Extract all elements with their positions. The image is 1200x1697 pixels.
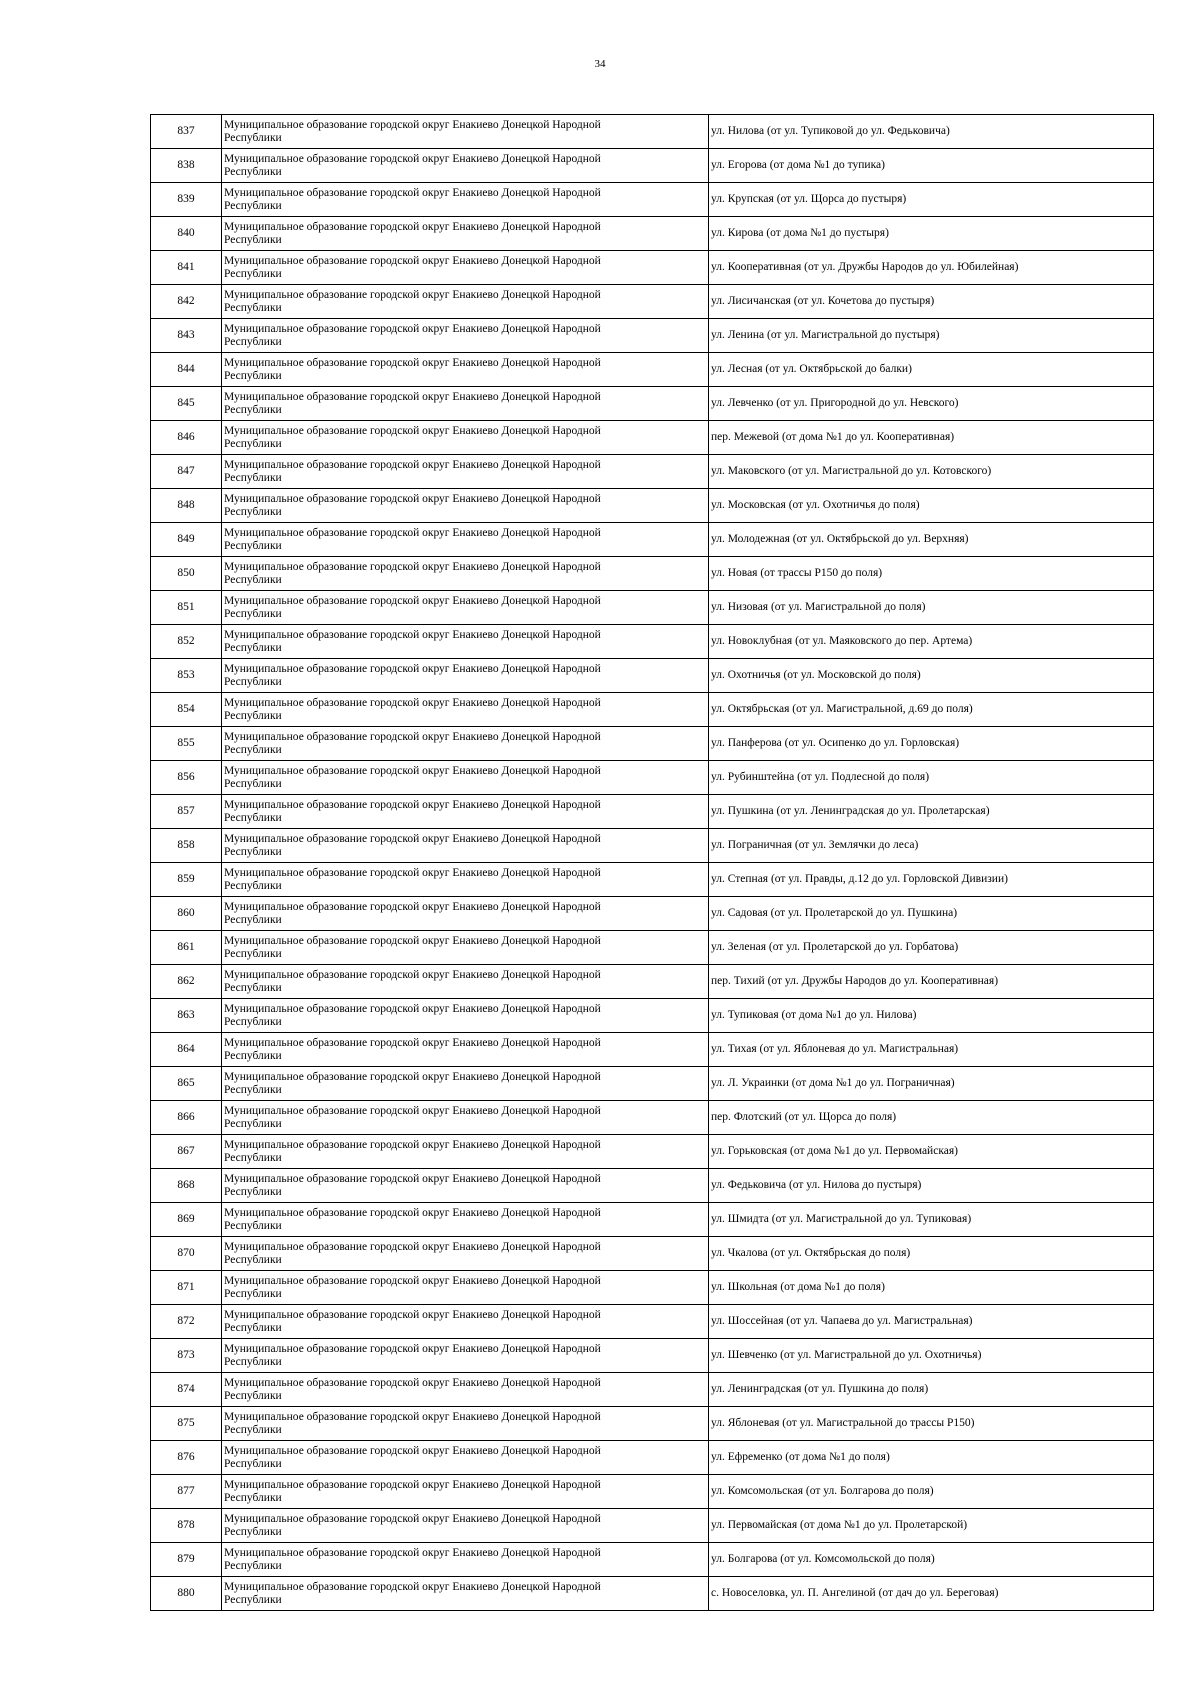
municipality-line1: Муниципальное образование городской округ Енакиево Донецкой Народной <box>224 1002 601 1015</box>
municipality-line2: Республики <box>224 301 282 314</box>
municipality-line2: Республики <box>224 1389 282 1402</box>
municipality-cell <box>222 659 709 693</box>
row-number: 856 <box>151 761 222 795</box>
road-cell: ул. Лисичанская (от ул. Кочетова до пустыря) <box>709 285 1154 319</box>
road-cell: ул. Лесная (от ул. Октябрьской до балки) <box>709 353 1154 387</box>
municipality-line1: Муниципальное образование городской округ Енакиево Донецкой Народной <box>224 254 601 267</box>
municipality-cell <box>222 455 709 489</box>
table-row <box>151 1407 1154 1441</box>
municipality-line2: Республики <box>224 403 282 416</box>
municipality-line2: Республики <box>224 335 282 348</box>
row-number: 854 <box>151 693 222 727</box>
municipality-line2: Республики <box>224 131 282 144</box>
municipality-line2: Республики <box>224 1593 282 1606</box>
municipality-cell <box>222 591 709 625</box>
municipality-line1: Муниципальное образование городской округ Енакиево Донецкой Народной <box>224 798 601 811</box>
municipality-line1: Муниципальное образование городской округ Енакиево Донецкой Народной <box>224 390 601 403</box>
municipality-line1: Муниципальное образование городской округ Енакиево Донецкой Народной <box>224 356 601 369</box>
table-row <box>151 455 1154 489</box>
municipality-line1: Муниципальное образование городской округ Енакиево Донецкой Народной <box>224 764 601 777</box>
municipality-cell <box>222 1033 709 1067</box>
row-number: 849 <box>151 523 222 557</box>
municipality-line1: Муниципальное образование городской округ Енакиево Донецкой Народной <box>224 662 601 675</box>
municipality-line1: Муниципальное образование городской округ Енакиево Донецкой Народной <box>224 832 601 845</box>
table-row <box>151 1101 1154 1135</box>
row-number: 857 <box>151 795 222 829</box>
table-row <box>151 1169 1154 1203</box>
municipality-line1: Муниципальное образование городской округ Енакиево Донецкой Народной <box>224 1036 601 1049</box>
row-number: 859 <box>151 863 222 897</box>
road-cell: ул. Кооперативная (от ул. Дружбы Народов до ул. Юбилейная) <box>709 251 1154 285</box>
municipality-line2: Республики <box>224 1423 282 1436</box>
municipality-cell <box>222 1441 709 1475</box>
roads-table <box>150 114 1154 1611</box>
municipality-line1: Муниципальное образование городской округ Енакиево Донецкой Народной <box>224 1342 601 1355</box>
road-cell: ул. Охотничья (от ул. Московской до поля) <box>709 659 1154 693</box>
table-row <box>151 999 1154 1033</box>
road-cell: ул. Левченко (от ул. Пригородной до ул. Невского) <box>709 387 1154 421</box>
road-cell: ул. Степная (от ул. Правды, д.12 до ул. Горловской Дивизии) <box>709 863 1154 897</box>
municipality-cell <box>222 183 709 217</box>
municipality-line1: Муниципальное образование городской округ Енакиево Донецкой Народной <box>224 1206 601 1219</box>
table-row <box>151 829 1154 863</box>
municipality-cell <box>222 1373 709 1407</box>
municipality-line1: Муниципальное образование городской округ Енакиево Донецкой Народной <box>224 1580 601 1593</box>
municipality-line1: Муниципальное образование городской округ Енакиево Донецкой Народной <box>224 492 601 505</box>
table-row <box>151 1509 1154 1543</box>
municipality-line1: Муниципальное образование городской округ Енакиево Донецкой Народной <box>224 866 601 879</box>
municipality-cell <box>222 1509 709 1543</box>
road-cell: ул. Кирова (от дома №1 до пустыря) <box>709 217 1154 251</box>
row-number: 861 <box>151 931 222 965</box>
row-number: 838 <box>151 149 222 183</box>
row-number: 872 <box>151 1305 222 1339</box>
road-cell: ул. Яблоневая (от ул. Магистральной до трассы Р150) <box>709 1407 1154 1441</box>
road-cell: ул. Тихая (от ул. Яблоневая до ул. Магистральная) <box>709 1033 1154 1067</box>
municipality-line1: Муниципальное образование городской округ Енакиево Донецкой Народной <box>224 1546 601 1559</box>
municipality-line2: Республики <box>224 437 282 450</box>
table-row <box>151 1271 1154 1305</box>
road-cell: ул. Л. Украинки (от дома №1 до ул. Пограничная) <box>709 1067 1154 1101</box>
table-row <box>151 625 1154 659</box>
municipality-line2: Республики <box>224 777 282 790</box>
table-row <box>151 1135 1154 1169</box>
table-row <box>151 693 1154 727</box>
row-number: 877 <box>151 1475 222 1509</box>
row-number: 878 <box>151 1509 222 1543</box>
municipality-line2: Республики <box>224 573 282 586</box>
municipality-line2: Республики <box>224 1219 282 1232</box>
page-number: 34 <box>594 58 606 70</box>
municipality-cell <box>222 795 709 829</box>
road-cell: пер. Тихий (от ул. Дружбы Народов до ул. Кооперативная) <box>709 965 1154 999</box>
municipality-line1: Муниципальное образование городской округ Енакиево Донецкой Народной <box>224 322 601 335</box>
road-cell: ул. Низовая (от ул. Магистральной до поля) <box>709 591 1154 625</box>
table-row <box>151 863 1154 897</box>
municipality-cell <box>222 1135 709 1169</box>
municipality-line2: Республики <box>224 743 282 756</box>
table-row <box>151 251 1154 285</box>
row-number: 867 <box>151 1135 222 1169</box>
table-row <box>151 489 1154 523</box>
row-number: 879 <box>151 1543 222 1577</box>
table-row <box>151 1237 1154 1271</box>
municipality-cell <box>222 931 709 965</box>
municipality-line2: Республики <box>224 369 282 382</box>
table-row <box>151 1543 1154 1577</box>
municipality-cell <box>222 1577 709 1611</box>
municipality-line1: Муниципальное образование городской округ Енакиево Донецкой Народной <box>224 1070 601 1083</box>
table-row <box>151 897 1154 931</box>
row-number: 873 <box>151 1339 222 1373</box>
table-row <box>151 523 1154 557</box>
municipality-cell <box>222 1203 709 1237</box>
road-cell: ул. Новая (от трассы Р150 до поля) <box>709 557 1154 591</box>
municipality-line2: Республики <box>224 267 282 280</box>
municipality-cell <box>222 217 709 251</box>
road-cell: ул. Рубинштейна (от ул. Подлесной до поля) <box>709 761 1154 795</box>
municipality-line2: Республики <box>224 1253 282 1266</box>
row-number: 874 <box>151 1373 222 1407</box>
road-cell: ул. Первомайская (от дома №1 до ул. Пролетарской) <box>709 1509 1154 1543</box>
municipality-cell <box>222 965 709 999</box>
road-cell: ул. Комсомольская (от ул. Болгарова до поля) <box>709 1475 1154 1509</box>
row-number: 843 <box>151 319 222 353</box>
municipality-cell <box>222 1407 709 1441</box>
municipality-cell <box>222 999 709 1033</box>
municipality-line2: Республики <box>224 981 282 994</box>
table-row <box>151 387 1154 421</box>
municipality-line1: Муниципальное образование городской округ Енакиево Донецкой Народной <box>224 1104 601 1117</box>
table-row <box>151 591 1154 625</box>
table-row <box>151 557 1154 591</box>
table-row <box>151 761 1154 795</box>
municipality-line2: Республики <box>224 1525 282 1538</box>
road-cell: пер. Флотский (от ул. Щорса до поля) <box>709 1101 1154 1135</box>
municipality-cell <box>222 1543 709 1577</box>
row-number: 862 <box>151 965 222 999</box>
road-cell: ул. Шоссейная (от ул. Чапаева до ул. Магистральная) <box>709 1305 1154 1339</box>
municipality-line2: Республики <box>224 641 282 654</box>
municipality-line2: Республики <box>224 1559 282 1572</box>
row-number: 845 <box>151 387 222 421</box>
municipality-line1: Муниципальное образование городской округ Енакиево Донецкой Народной <box>224 594 601 607</box>
row-number: 848 <box>151 489 222 523</box>
municipality-line1: Муниципальное образование городской округ Енакиево Донецкой Народной <box>224 730 601 743</box>
municipality-line1: Муниципальное образование городской округ Енакиево Донецкой Народной <box>224 288 601 301</box>
municipality-cell <box>222 1169 709 1203</box>
road-cell: ул. Болгарова (от ул. Комсомольской до поля) <box>709 1543 1154 1577</box>
row-number: 842 <box>151 285 222 319</box>
row-number: 875 <box>151 1407 222 1441</box>
table-row <box>151 1441 1154 1475</box>
municipality-line1: Муниципальное образование городской округ Енакиево Донецкой Народной <box>224 628 601 641</box>
municipality-cell <box>222 285 709 319</box>
municipality-line2: Республики <box>224 607 282 620</box>
row-number: 839 <box>151 183 222 217</box>
row-number: 860 <box>151 897 222 931</box>
row-number: 866 <box>151 1101 222 1135</box>
municipality-cell <box>222 557 709 591</box>
road-cell: ул. Новоклубная (от ул. Маяковского до пер. Артема) <box>709 625 1154 659</box>
road-cell: ул. Пушкина (от ул. Ленинградская до ул. Пролетарская) <box>709 795 1154 829</box>
municipality-line1: Муниципальное образование городской округ Енакиево Донецкой Народной <box>224 1444 601 1457</box>
municipality-line2: Республики <box>224 539 282 552</box>
road-cell: ул. Зеленая (от ул. Пролетарской до ул. Горбатова) <box>709 931 1154 965</box>
table-row <box>151 727 1154 761</box>
row-number: 870 <box>151 1237 222 1271</box>
road-cell: ул. Горьковская (от дома №1 до ул. Первомайская) <box>709 1135 1154 1169</box>
municipality-cell <box>222 829 709 863</box>
municipality-line2: Республики <box>224 1015 282 1028</box>
municipality-line2: Республики <box>224 709 282 722</box>
table-row <box>151 1305 1154 1339</box>
road-cell: ул. Шмидта (от ул. Магистральной до ул. Тупиковая) <box>709 1203 1154 1237</box>
municipality-cell <box>222 149 709 183</box>
road-cell: ул. Нилова (от ул. Тупиковой до ул. Федьковича) <box>709 115 1154 149</box>
municipality-line1: Муниципальное образование городской округ Енакиево Донецкой Народной <box>224 560 601 573</box>
road-cell: ул. Чкалова (от ул. Октябрьская до поля) <box>709 1237 1154 1271</box>
municipality-cell <box>222 1339 709 1373</box>
municipality-line1: Муниципальное образование городской округ Енакиево Донецкой Народной <box>224 1172 601 1185</box>
road-cell: ул. Молодежная (от ул. Октябрьской до ул. Верхняя) <box>709 523 1154 557</box>
row-number: 847 <box>151 455 222 489</box>
municipality-cell <box>222 863 709 897</box>
municipality-line2: Республики <box>224 1049 282 1062</box>
municipality-line2: Республики <box>224 845 282 858</box>
road-cell: ул. Московская (от ул. Охотничья до поля) <box>709 489 1154 523</box>
row-number: 846 <box>151 421 222 455</box>
table-row <box>151 795 1154 829</box>
road-cell: ул. Тупиковая (от дома №1 до ул. Нилова) <box>709 999 1154 1033</box>
municipality-line2: Республики <box>224 947 282 960</box>
municipality-cell <box>222 693 709 727</box>
road-cell: ул. Шевченко (от ул. Магистральной до ул. Охотничья) <box>709 1339 1154 1373</box>
municipality-line2: Республики <box>224 165 282 178</box>
road-cell: пер. Межевой (от дома №1 до ул. Кооперативная) <box>709 421 1154 455</box>
road-cell: ул. Октябрьская (от ул. Магистральной, д.69 до поля) <box>709 693 1154 727</box>
municipality-line2: Республики <box>224 233 282 246</box>
row-number: 869 <box>151 1203 222 1237</box>
municipality-line2: Республики <box>224 1491 282 1504</box>
road-cell: ул. Крупская (от ул. Щорса до пустыря) <box>709 183 1154 217</box>
table-row <box>151 1033 1154 1067</box>
row-number: 840 <box>151 217 222 251</box>
municipality-line1: Муниципальное образование городской округ Енакиево Донецкой Народной <box>224 1512 601 1525</box>
table-row <box>151 115 1154 149</box>
municipality-cell <box>222 727 709 761</box>
municipality-cell <box>222 1101 709 1135</box>
municipality-line1: Муниципальное образование городской округ Енакиево Донецкой Народной <box>224 696 601 709</box>
table-row <box>151 1339 1154 1373</box>
row-number: 864 <box>151 1033 222 1067</box>
row-number: 850 <box>151 557 222 591</box>
municipality-line2: Республики <box>224 471 282 484</box>
table-row <box>151 1577 1154 1611</box>
municipality-line1: Муниципальное образование городской округ Енакиево Донецкой Народной <box>224 152 601 165</box>
municipality-cell <box>222 897 709 931</box>
municipality-line1: Муниципальное образование городской округ Енакиево Донецкой Народной <box>224 1138 601 1151</box>
table-row <box>151 319 1154 353</box>
municipality-line1: Муниципальное образование городской округ Енакиево Донецкой Народной <box>224 526 601 539</box>
municipality-line2: Республики <box>224 1083 282 1096</box>
table-row <box>151 1067 1154 1101</box>
row-number: 852 <box>151 625 222 659</box>
table-row <box>151 659 1154 693</box>
row-number: 844 <box>151 353 222 387</box>
municipality-line1: Муниципальное образование городской округ Енакиево Донецкой Народной <box>224 968 601 981</box>
road-cell: ул. Панферова (от ул. Осипенко до ул. Горловская) <box>709 727 1154 761</box>
municipality-line2: Республики <box>224 811 282 824</box>
municipality-line1: Муниципальное образование городской округ Енакиево Донецкой Народной <box>224 934 601 947</box>
municipality-cell <box>222 251 709 285</box>
road-cell: с. Новоселовка, ул. П. Ангелиной (от дач до ул. Береговая) <box>709 1577 1154 1611</box>
row-number: 876 <box>151 1441 222 1475</box>
row-number: 868 <box>151 1169 222 1203</box>
road-cell: ул. Пограничная (от ул. Землячки до леса) <box>709 829 1154 863</box>
municipality-line2: Республики <box>224 1457 282 1470</box>
row-number: 871 <box>151 1271 222 1305</box>
roads-table-body <box>151 115 1154 1611</box>
row-number: 863 <box>151 999 222 1033</box>
row-number: 855 <box>151 727 222 761</box>
road-cell: ул. Егорова (от дома №1 до тупика) <box>709 149 1154 183</box>
table-row <box>151 285 1154 319</box>
municipality-line1: Муниципальное образование городской округ Енакиево Донецкой Народной <box>224 424 601 437</box>
road-cell: ул. Маковского (от ул. Магистральной до ул. Котовского) <box>709 455 1154 489</box>
table-row <box>151 353 1154 387</box>
municipality-line2: Республики <box>224 913 282 926</box>
row-number: 858 <box>151 829 222 863</box>
table-row <box>151 931 1154 965</box>
table-row <box>151 217 1154 251</box>
road-cell: ул. Федьковича (от ул. Нилова до пустыря) <box>709 1169 1154 1203</box>
municipality-line2: Республики <box>224 1117 282 1130</box>
road-cell: ул. Ефременко (от дома №1 до поля) <box>709 1441 1154 1475</box>
municipality-cell <box>222 387 709 421</box>
municipality-cell <box>222 625 709 659</box>
municipality-cell <box>222 319 709 353</box>
road-cell: ул. Школьная (от дома №1 до поля) <box>709 1271 1154 1305</box>
row-number: 865 <box>151 1067 222 1101</box>
row-number: 837 <box>151 115 222 149</box>
municipality-line1: Муниципальное образование городской округ Енакиево Донецкой Народной <box>224 1308 601 1321</box>
municipality-line2: Республики <box>224 1355 282 1368</box>
municipality-cell <box>222 1271 709 1305</box>
road-cell: ул. Ленина (от ул. Магистральной до пустыря) <box>709 319 1154 353</box>
row-number: 851 <box>151 591 222 625</box>
municipality-cell <box>222 1237 709 1271</box>
municipality-cell <box>222 421 709 455</box>
municipality-line1: Муниципальное образование городской округ Енакиево Донецкой Народной <box>224 1410 601 1423</box>
municipality-cell <box>222 489 709 523</box>
table-row <box>151 421 1154 455</box>
table-row <box>151 149 1154 183</box>
municipality-line2: Республики <box>224 1185 282 1198</box>
municipality-cell <box>222 1305 709 1339</box>
municipality-line2: Республики <box>224 505 282 518</box>
municipality-line2: Республики <box>224 1151 282 1164</box>
municipality-line1: Муниципальное образование городской округ Енакиево Донецкой Народной <box>224 220 601 233</box>
municipality-line2: Республики <box>224 1321 282 1334</box>
table-row <box>151 1475 1154 1509</box>
row-number: 853 <box>151 659 222 693</box>
row-number: 841 <box>151 251 222 285</box>
municipality-line2: Республики <box>224 199 282 212</box>
table-row <box>151 965 1154 999</box>
road-cell: ул. Садовая (от ул. Пролетарской до ул. Пушкина) <box>709 897 1154 931</box>
municipality-cell <box>222 523 709 557</box>
municipality-line1: Муниципальное образование городской округ Енакиево Донецкой Народной <box>224 186 601 199</box>
table-row <box>151 1203 1154 1237</box>
municipality-cell <box>222 1475 709 1509</box>
municipality-cell <box>222 353 709 387</box>
municipality-line1: Муниципальное образование городской округ Енакиево Донецкой Народной <box>224 458 601 471</box>
municipality-line1: Муниципальное образование городской округ Енакиево Донецкой Народной <box>224 1240 601 1253</box>
row-number: 880 <box>151 1577 222 1611</box>
municipality-line1: Муниципальное образование городской округ Енакиево Донецкой Народной <box>224 900 601 913</box>
road-cell: ул. Ленинградская (от ул. Пушкина до поля) <box>709 1373 1154 1407</box>
municipality-line2: Республики <box>224 675 282 688</box>
municipality-cell <box>222 1067 709 1101</box>
table-row <box>151 1373 1154 1407</box>
table-row <box>151 183 1154 217</box>
municipality-cell <box>222 761 709 795</box>
municipality-line1: Муниципальное образование городской округ Енакиево Донецкой Народной <box>224 1376 601 1389</box>
municipality-line2: Республики <box>224 879 282 892</box>
municipality-line1: Муниципальное образование городской округ Енакиево Донецкой Народной <box>224 1478 601 1491</box>
municipality-line1: Муниципальное образование городской округ Енакиево Донецкой Народной <box>224 1274 601 1287</box>
municipality-line2: Республики <box>224 1287 282 1300</box>
municipality-line1: Муниципальное образование городской округ Енакиево Донецкой Народной <box>224 118 601 131</box>
municipality-cell <box>222 115 709 149</box>
